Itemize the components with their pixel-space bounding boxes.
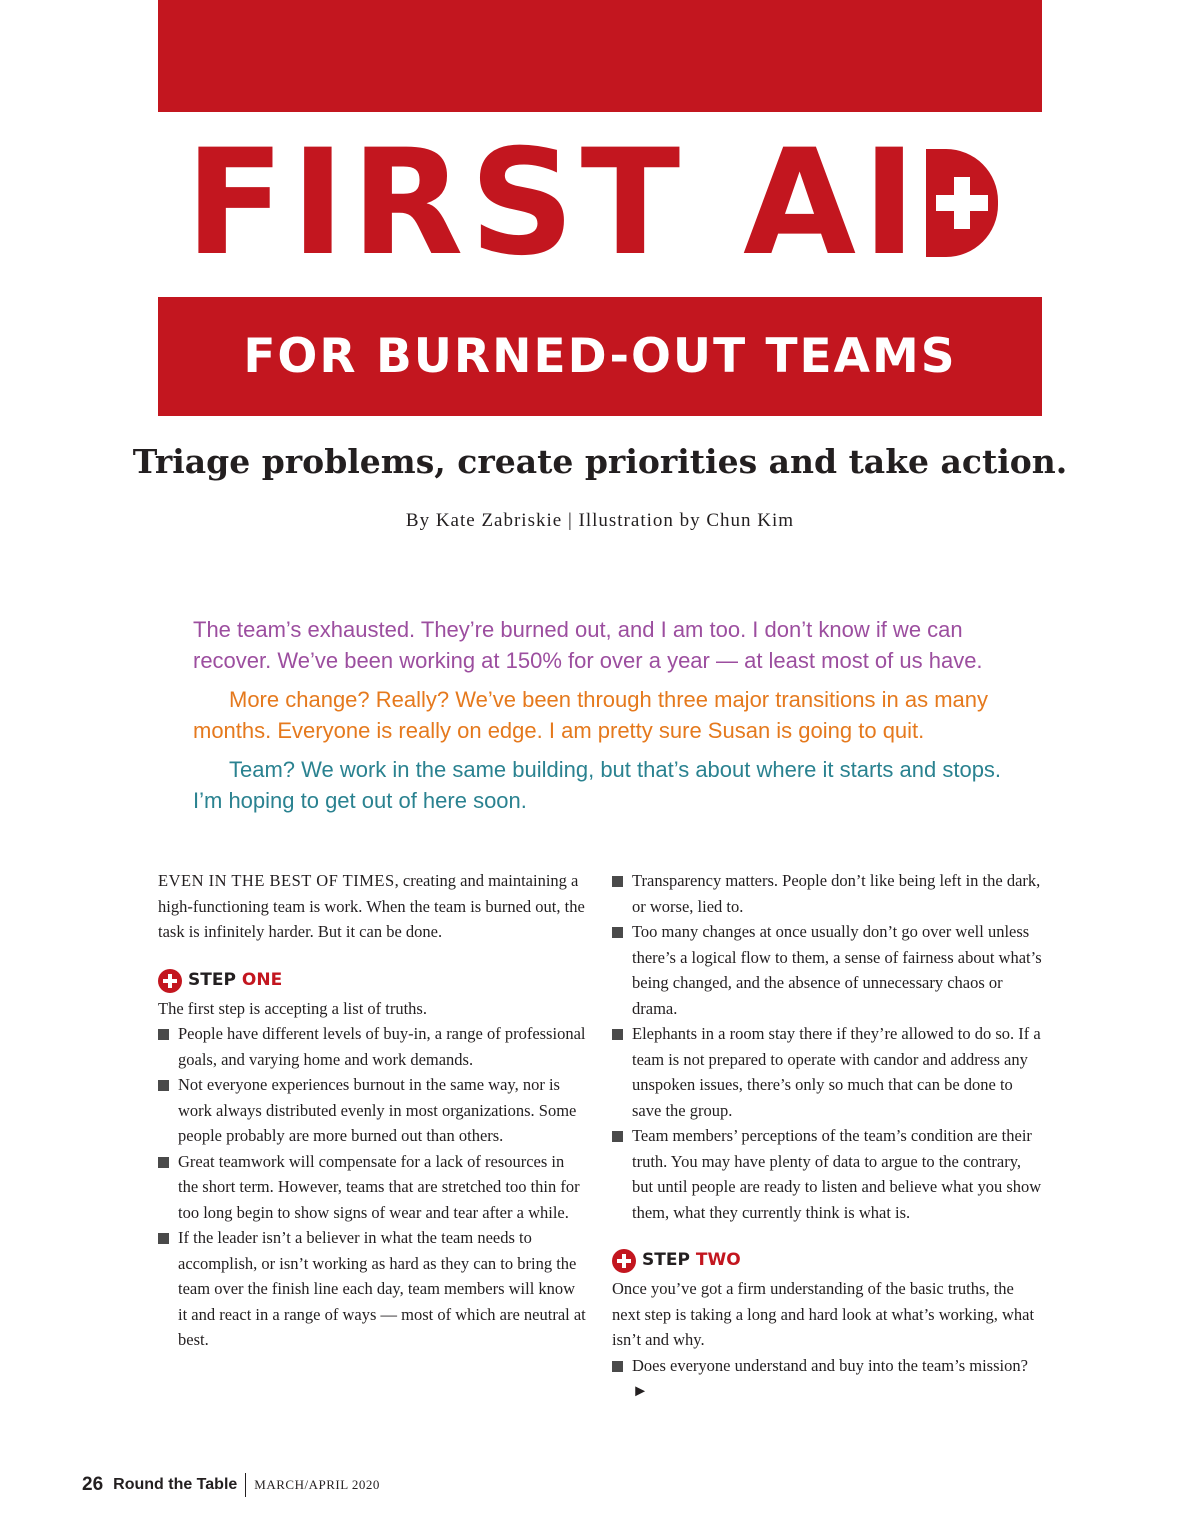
intro-paragraph <box>158 868 588 945</box>
list-item: Great teamwork will compensate for a lack of resources in the short term. However, teams that are stretched too thin for too long begin to show signs of wear and tear after a while. <box>158 1149 588 1226</box>
list-item: Transparency matters. People don’t like being left in the dark, or worse, lied to. <box>612 868 1042 919</box>
step-two-heading <box>612 1246 1042 1276</box>
subtitle: FOR BURNED-OUT TEAMS <box>243 329 957 384</box>
pull-quotes <box>193 614 1023 824</box>
list-item-text: Does everyone understand and buy into the team’s mission? <box>632 1355 1028 1375</box>
step-number: TWO <box>695 1250 741 1271</box>
title-text: FIRST AI <box>185 118 923 288</box>
list-item: Not everyone experiences burnout in the same way, nor is work always distributed evenly in most organizations. Some people probably are more burned out than others. <box>158 1072 588 1149</box>
step-two-list <box>612 1353 1042 1404</box>
issue-date: MARCH/APRIL 2020 <box>254 1477 380 1492</box>
list-item: If the leader isn’t a believer in what the team needs to accomplish, or isn’t working as hard as they can to bring the team over the finish line each day, team members will know it and react in a range of ways — most of which are neutral at best. <box>158 1225 588 1353</box>
quote-2: More change? Really? We’ve been through three major transitions in as many months. Everyone is really on edge. I am pretty sure Susan is going to quit. <box>193 687 988 743</box>
step-label: STEP <box>642 1250 690 1271</box>
subtitle-banner <box>158 297 1042 416</box>
list-item: People have different levels of buy-in, a range of professional goals, and varying home and work demands. <box>158 1021 588 1072</box>
plus-circle-icon <box>612 1249 636 1273</box>
plus-icon <box>926 149 998 257</box>
quote-3: Team? We work in the same building, but that’s about where it starts and stops. I’m hoping to get out of here soon. <box>193 757 1002 813</box>
byline: By Kate Zabriskie | Illustration by Chun Kim <box>405 510 795 531</box>
list-item <box>612 1353 1042 1404</box>
top-red-bar <box>158 0 1042 112</box>
plus-circle-icon <box>158 969 182 993</box>
step-one-list-continued <box>612 868 1042 1225</box>
step-number: ONE <box>241 969 283 990</box>
quote-1: The team’s exhausted. They’re burned out, and I am too. I don’t know if we can recover. We’ve been working at 150% for over a year — at least most of us have. <box>193 617 983 673</box>
page-footer <box>82 1473 380 1497</box>
intro-text: , creating and maintaining a high-functioning team is work. When the team is burned out, the task is infinitely harder. But it can be done. <box>158 871 585 941</box>
magazine-name: Round the Table <box>113 1476 238 1493</box>
step-two-intro: Once you’ve got a firm understanding of the basic truths, the next step is taking a long and hard look at what’s working, what isn’t and why. <box>612 1279 1035 1349</box>
step-label: STEP <box>188 969 236 990</box>
footer-divider <box>245 1473 246 1497</box>
continue-arrow-icon: ► <box>632 1381 649 1400</box>
list-item: Too many changes at once usually don’t go over well unless there’s a logical flow to them, a sense of fairness about what’s being changed, and the absence of unnecessary chaos or drama. <box>612 919 1042 1021</box>
right-column <box>612 868 1042 1404</box>
step-one-intro: The first step is accepting a list of truths. <box>158 998 427 1018</box>
step-one-heading <box>158 966 588 996</box>
list-item: Elephants in a room stay there if they’re allowed to do so. If a team is not prepared to operate with candor and address any unspoken issues, there’s only so much that can be done to save the group. <box>612 1021 1042 1123</box>
left-column <box>158 868 588 1353</box>
list-item: Team members’ perceptions of the team’s condition are their truth. You may have plenty of data to argue to the contrary, but until people are ready to listen and believe what you show them, what they currently think is what is. <box>612 1123 1042 1225</box>
article-title <box>185 118 1015 288</box>
deck: Triage problems, create priorities and take action. <box>132 442 1068 481</box>
intro-leadin: EVEN IN THE BEST OF TIMES <box>158 871 395 890</box>
page-number: 26 <box>82 1474 104 1495</box>
step-one-list <box>158 1021 588 1353</box>
